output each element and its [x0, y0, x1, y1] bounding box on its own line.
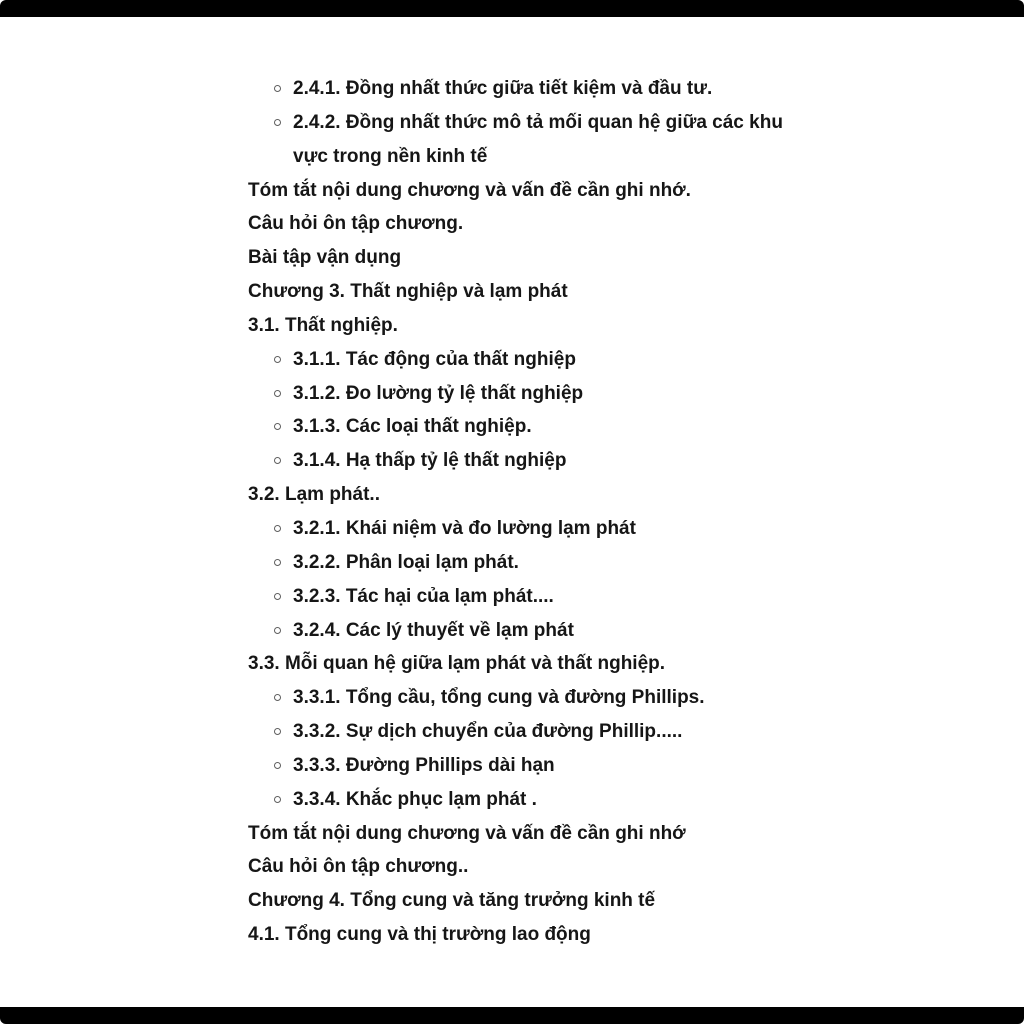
toc-item-text: 3.3.4. Khắc phục lạm phát . — [293, 788, 537, 810]
toc-item-text: 3.2.1. Khái niệm và đo lường lạm phát — [293, 517, 636, 539]
toc-item — [248, 614, 798, 648]
toc-item — [248, 850, 798, 884]
toc-item — [248, 884, 798, 918]
toc-item — [248, 918, 798, 952]
toc-item-text: 3.3.3. Đường Phillips dài hạn — [293, 754, 555, 776]
toc-item-text: 3.1.3. Các loại thất nghiệp. — [293, 416, 532, 438]
toc-item — [248, 478, 798, 512]
bullet-circle-icon — [274, 390, 281, 397]
toc-item-text: 2.4.1. Đồng nhất thức giữa tiết kiệm và đầu tư. — [293, 78, 713, 99]
toc-item-text: 3.2. Lạm phát.. — [248, 484, 380, 506]
toc-item — [248, 512, 798, 546]
toc-item — [248, 377, 798, 411]
toc-item-text: Chương 4. Tổng cung và tăng trưởng kinh tế — [248, 890, 656, 912]
toc-item-text: 3.1. Thất nghiệp. — [248, 314, 398, 336]
toc-item — [248, 749, 798, 783]
bullet-circle-icon — [274, 728, 281, 735]
bullet-circle-icon — [274, 762, 281, 769]
toc-content — [248, 72, 798, 952]
toc-item — [248, 343, 798, 377]
bullet-circle-icon — [274, 694, 281, 701]
toc-item — [248, 817, 798, 851]
toc-item — [248, 106, 798, 174]
toc-item-text: 3.1.4. Hạ thấp tỷ lệ thất nghiệp — [293, 450, 567, 472]
bullet-circle-icon — [274, 356, 281, 363]
bullet-circle-icon — [274, 593, 281, 600]
toc-item-text: 3.1.2. Đo lường tỷ lệ thất nghiệp — [293, 382, 584, 404]
toc-item-text: Câu hỏi ôn tập chương.. — [248, 856, 469, 878]
bullet-circle-icon — [274, 627, 281, 634]
bullet-circle-icon — [274, 559, 281, 566]
bullet-circle-icon — [274, 525, 281, 532]
toc-item-text: 3.3.1. Tổng cầu, tổng cung và đường Phillips. — [293, 687, 705, 709]
toc-item-text: Bài tập vận dụng — [248, 247, 402, 269]
toc-item — [248, 546, 798, 580]
toc-item-text: 2.4.2. Đồng nhất thức mô tả mối quan hệ giữa các khu vực trong nền kinh tế — [293, 111, 783, 167]
toc-item-text: 3.2.3. Tác hại của lạm phát.... — [293, 585, 554, 607]
toc-item-text: 3.1.1. Tác động của thất nghiệp — [293, 348, 576, 370]
toc-item — [248, 72, 798, 106]
toc-item-text: 4.1. Tổng cung và thị trường lao động — [248, 924, 591, 946]
toc-item — [248, 783, 798, 817]
toc-item-text: Tóm tắt nội dung chương và vấn đề cần ghi nhớ. — [248, 179, 691, 201]
letterbox-top-bar — [0, 0, 1024, 17]
toc-item-text: Tóm tắt nội dung chương và vấn đề cần ghi nhớ — [248, 822, 686, 844]
toc-item-text: 3.3. Mỗi quan hệ giữa lạm phát và thất nghiệp. — [248, 653, 666, 675]
toc-item — [248, 681, 798, 715]
toc-item — [248, 580, 798, 614]
toc-item — [248, 309, 798, 343]
toc-item-text: 3.3.2. Sự dịch chuyển của đường Phillip..... — [293, 721, 683, 743]
toc-item — [248, 444, 798, 478]
letterbox-bottom-bar — [0, 1007, 1024, 1024]
toc-item-text: 3.2.2. Phân loại lạm phát. — [293, 551, 519, 573]
toc-item-text: 3.2.4. Các lý thuyết về lạm phát — [293, 619, 574, 641]
toc-item — [248, 207, 798, 241]
toc-item — [248, 410, 798, 444]
toc-item-text: Chương 3. Thất nghiệp và lạm phát — [248, 281, 568, 303]
bullet-circle-icon — [274, 423, 281, 430]
toc-item — [248, 174, 798, 208]
toc-item — [248, 275, 798, 309]
toc-item — [248, 647, 798, 681]
toc-item-text: Câu hỏi ôn tập chương. — [248, 213, 464, 235]
toc-item — [248, 715, 798, 749]
bullet-circle-icon — [274, 796, 281, 803]
toc-item — [248, 241, 798, 275]
bullet-circle-icon — [274, 119, 281, 126]
bullet-circle-icon — [274, 457, 281, 464]
bullet-circle-icon — [274, 85, 281, 92]
